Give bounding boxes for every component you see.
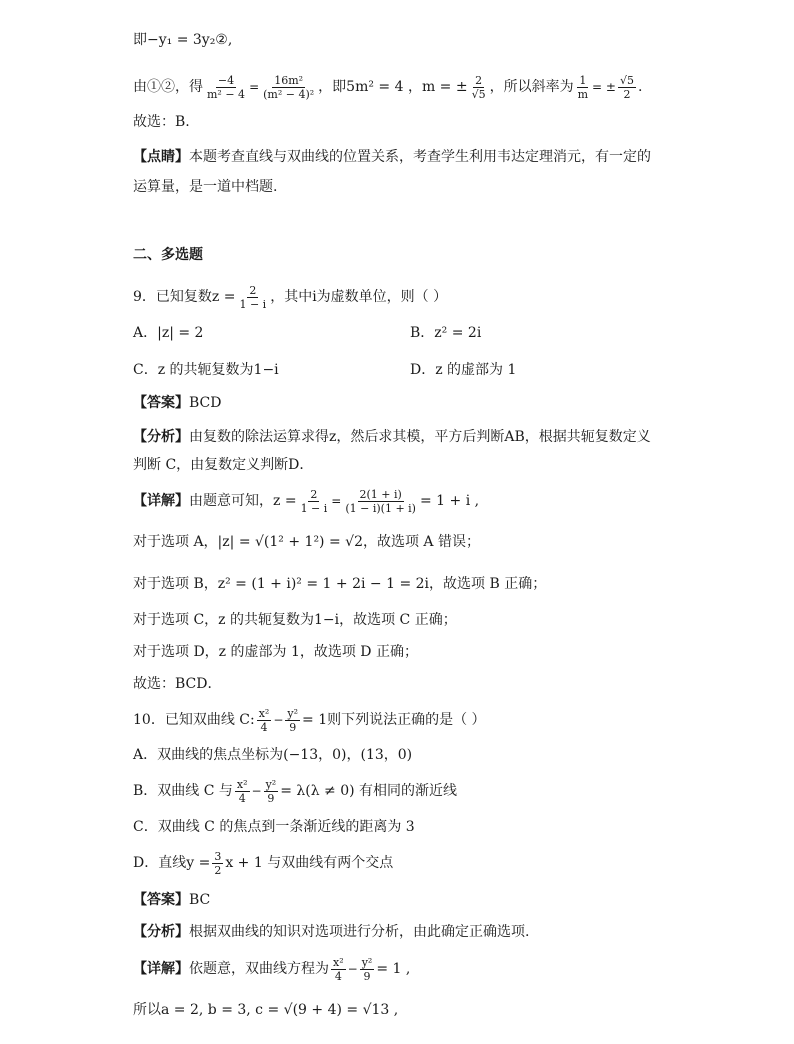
analysis-paragraph: 【分析】由复数的除法运算求得z，然后求其模，平方后判断AB，根据共轭复数定义判断 C，由复数定义判断D．: [133, 429, 651, 473]
option-b: B．z² = 2i: [410, 325, 482, 341]
fraction: $\frac{\text{y²}}{9}$: [361, 955, 373, 983]
analysis-line: 【分析】根据双曲线的知识对选项进行分析，由此确定正确选项.: [133, 924, 530, 940]
fraction: $\frac{\text{x²}}{4}$: [333, 955, 344, 983]
option-a: A．|z| = 2: [133, 325, 204, 341]
option-c: C．z 的共轭复数为1−i: [133, 362, 279, 378]
text-line: 对于选项 C，z 的共轭复数为1−i，故选项 C 正确；: [133, 612, 457, 628]
option-d: D．直线y = $\frac{3}{2}$ x + 1 与双曲线有两个交点: [133, 849, 394, 877]
fraction: $\frac{\text{16m²}}{\text{(m² − 4)²}}$: [263, 73, 315, 101]
text-line: 故选：BCD．: [133, 676, 222, 692]
option-c: C．双曲线 C 的焦点到一条渐近线的距离为 3: [133, 819, 415, 835]
fraction: $\frac{\text{x²}}{4}$: [258, 706, 270, 734]
question-9: 9．已知复数z = $\frac{2}{1 - i}$ ，其中i为虚数单位，则（ ）: [133, 283, 448, 311]
answer-line: 【答案】BCD: [133, 395, 222, 411]
detail-line: 【详解】 由题意可知，z = $\frac{2}{1 - i}$ = $\frac{2(1 + i)}{(1 - i)(1 + i)}$ = 1 + i ,: [133, 487, 480, 515]
fraction: $\frac{1}{m}$: [577, 73, 589, 101]
answer-line: 【答案】BC: [133, 892, 211, 908]
text-line: 故选：B.: [133, 114, 190, 130]
fraction: $\frac{3}{2}$: [214, 849, 222, 877]
text-line: 对于选项 B，z² = (1 + i)² = 1 + 2i − 1 = 2i，故选项 B 正确；: [133, 576, 547, 592]
option-b: B．双曲线 C 与 $\frac{\text{x²}}{4}$ − $\frac{\text{y²}}{9}$ = λ(λ ≠ 0) 有相同的渐近线: [133, 777, 458, 805]
question-10: 10．已知双曲线 C: $\frac{\text{x²}}{4}$ − $\frac{\text{y²}}{9}$ = 1则下列说法正确的是（ ）: [133, 706, 486, 734]
option-a: A．双曲线的焦点坐标为(−13，0)，(13，0): [133, 747, 413, 763]
text-line: 所以a = 2, b = 3, c = √(9 + 4) = √13 ,: [133, 1002, 399, 1018]
text-line: 对于选项 A，|z| = √(1² + 1²) = √2，故选项 A 错误；: [133, 534, 480, 550]
text-line: 对于选项 D，z 的虚部为 1，故选项 D 正确；: [133, 644, 418, 660]
fraction: $\frac{-4}{\text{m² − 4}}$: [207, 73, 246, 101]
fraction: $\frac{2}{1 - i}$: [300, 487, 328, 515]
fraction: $\frac{2}{√5}$: [471, 73, 486, 101]
fraction: $\frac{2(1 + i)}{(1 - i)(1 + i)}$: [345, 487, 416, 515]
fraction: $\frac{\text{y²}}{9}$: [287, 706, 299, 734]
comment-paragraph: 【点睛】本题考查直线与双曲线的位置关系，考查学生利用韦达定理消元，有一定的运算量，是一道中档题.: [133, 149, 651, 195]
fraction: $\frac{\text{x²}}{4}$: [236, 777, 248, 805]
detail-line: 【详解】 依题意，双曲线方程为 $\frac{\text{x²}}{4}$ − $\frac{\text{y²}}{9}$ = 1 ,: [133, 955, 411, 983]
section-heading: 二、多选题: [133, 247, 203, 263]
fraction: $\frac{√5}{2}$: [619, 73, 634, 101]
equation-line: 由①②，得 $\frac{-4}{\text{m² − 4}}$ = $\frac{\text{16m²}}{\text{(m² − 4)²}}$ ，即5m² = 4 ，m = ± $\frac{2}{√5}$ ，所以斜率为 $\frac{1}{m}$ = ± $\frac{√5}{2}$ .: [133, 73, 643, 101]
option-d: D．z 的虚部为 1: [410, 362, 517, 378]
fraction: $\frac{2}{1 - i}$: [239, 283, 267, 311]
fraction: $\frac{\text{y²}}{9}$: [265, 777, 277, 805]
text-line: 即−y₁ = 3y₂②,: [133, 32, 233, 48]
